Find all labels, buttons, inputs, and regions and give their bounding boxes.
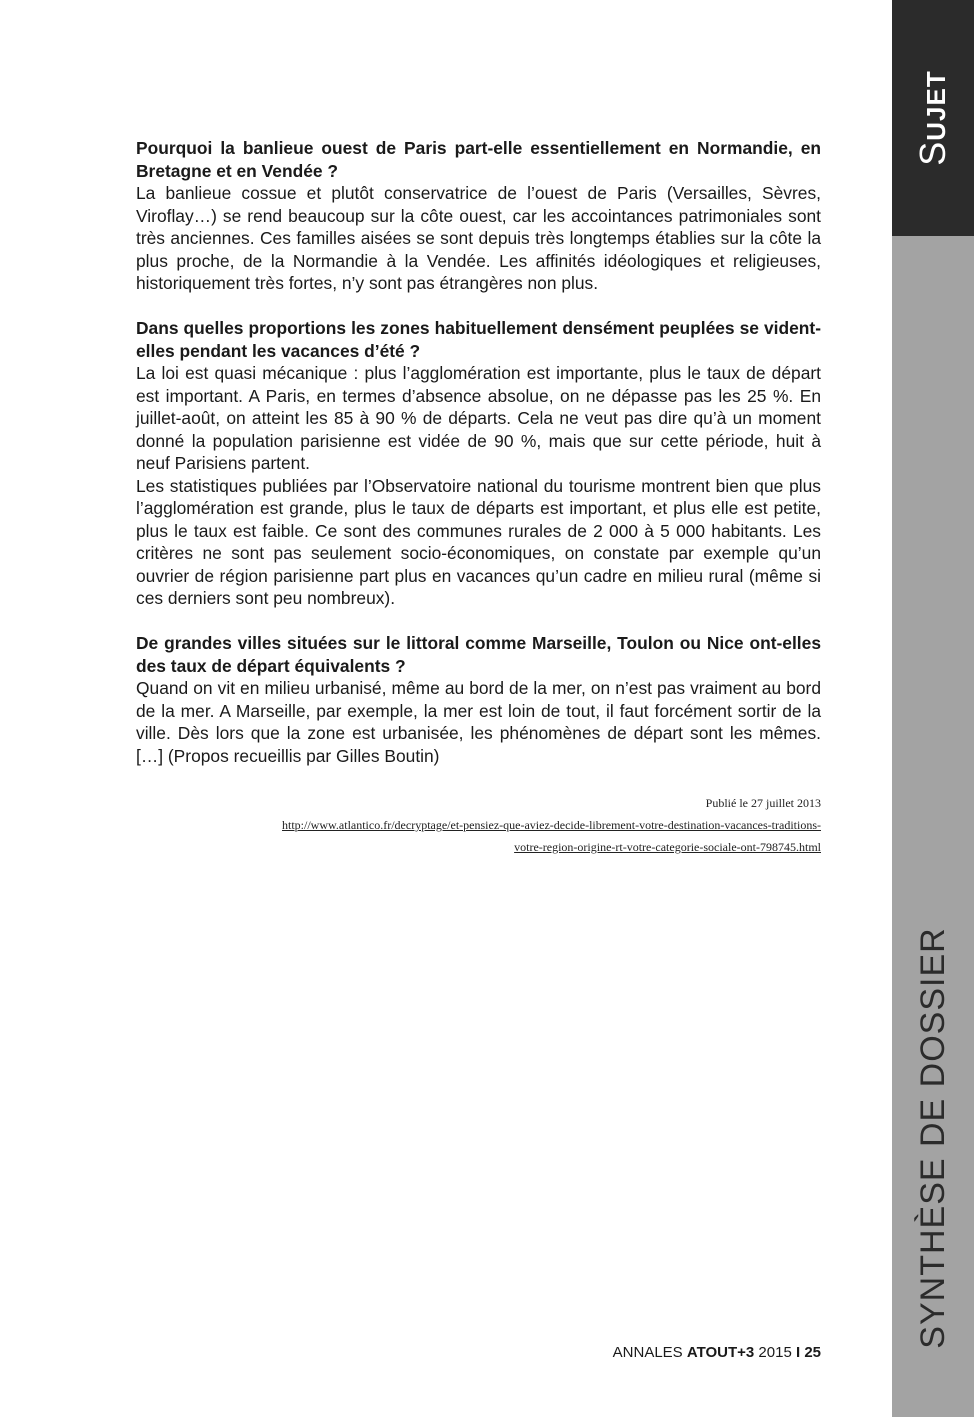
page-number: 25 bbox=[804, 1344, 821, 1361]
published-date: Publié le 27 juillet 2013 bbox=[705, 796, 821, 810]
footer-brand: ATOUT+3 bbox=[686, 1344, 755, 1361]
answer-3: Quand on vit en milieu urbanisé, même au bord de la mer, on n’est pas vraiment au bord de la mer. A Marseille, par exemple, la mer est loin de tout, il faut forcément sortir de la ville. Dès lors que la zone est urbanisée, les phénomènes de départ sont les mêmes. […] (Propos recueillis par Gilles Boutin) bbox=[136, 678, 821, 766]
question-2: Dans quelles proportions les zones habituellement densément peuplées se vident-elles pendant les vacances d’été ? bbox=[136, 318, 821, 361]
answer-1: La banlieue cossue et plutôt conservatrice de l’ouest de Paris (Versailles, Sèvres, Viroflay…) se rend beaucoup sur la côte ouest, car les accointances patrimoniales sont très anciennes. Ces familles aisées se sont depuis très longtemps établies sur la côte la plus proche, de la Normandie à la Vendée. Les affinités idéologiques et religieuses, historiquement très fortes, n’y sont pas étrangères non plus. bbox=[136, 183, 821, 293]
sujet-initial: S bbox=[912, 140, 953, 166]
answer-2-continued: Les statistiques publiées par l’Observatoire national du tourisme montrent bien que plus l’agglomération est grande, plus le taux de départs est important, et plus elle est petite, plus le taux est faible. Ce sont des communes rurales de 2 000 à 5 000 habitants. Les critères ne sont pas seulement socio-économiques, on constate par exemple qu’un ouvrier de région parisienne part plus en vacances qu’un cadre en milieu rural (même si ces derniers sont peu nombreux). bbox=[136, 475, 821, 608]
source-url-line-2[interactable]: votre-region-origine-rt-votre-categorie-sociale-ont-798745.html bbox=[514, 840, 821, 854]
qa-section-2 bbox=[136, 317, 821, 610]
footer-prefix: ANNALES bbox=[612, 1344, 683, 1361]
sujet-rest: UJET bbox=[921, 70, 951, 141]
qa-section-1 bbox=[136, 137, 821, 295]
section-title-vertical: SYNTHÈSE DE DOSSIER bbox=[914, 927, 952, 1349]
page-footer bbox=[613, 1343, 821, 1363]
qa-section-3 bbox=[136, 632, 821, 767]
question-1: Pourquoi la banlieue ouest de Paris part-elle essentiellement en Normandie, en Bretagne et en Vendée ? bbox=[136, 138, 821, 181]
answer-2: La loi est quasi mécanique : plus l’agglomération est importante, plus le taux de départ est important. A Paris, en termes d’absence absolue, on ne dépasse pas les 25 %. En juillet-août, on atteint les 85 à 90 % de départs. Cela ne veut pas dire qu’à un moment donné la population parisienne est vidée de 90 %, mais que sur cette période, huit à neuf Parisiens partent. bbox=[136, 363, 821, 473]
source-citation bbox=[136, 792, 821, 858]
article-body bbox=[136, 137, 821, 790]
sujet-label bbox=[912, 70, 953, 166]
question-3: De grandes villes situées sur le littoral comme Marseille, Toulon ou Nice ont-elles des taux de départ équivalents ? bbox=[136, 633, 821, 676]
footer-year: 2015 bbox=[758, 1344, 792, 1361]
footer-separator: I bbox=[795, 1344, 801, 1361]
source-url-line-1[interactable]: http://www.atlantico.fr/decryptage/et-pensiez-que-aviez-decide-librement-votre-destination-vacances-traditions- bbox=[282, 818, 821, 832]
